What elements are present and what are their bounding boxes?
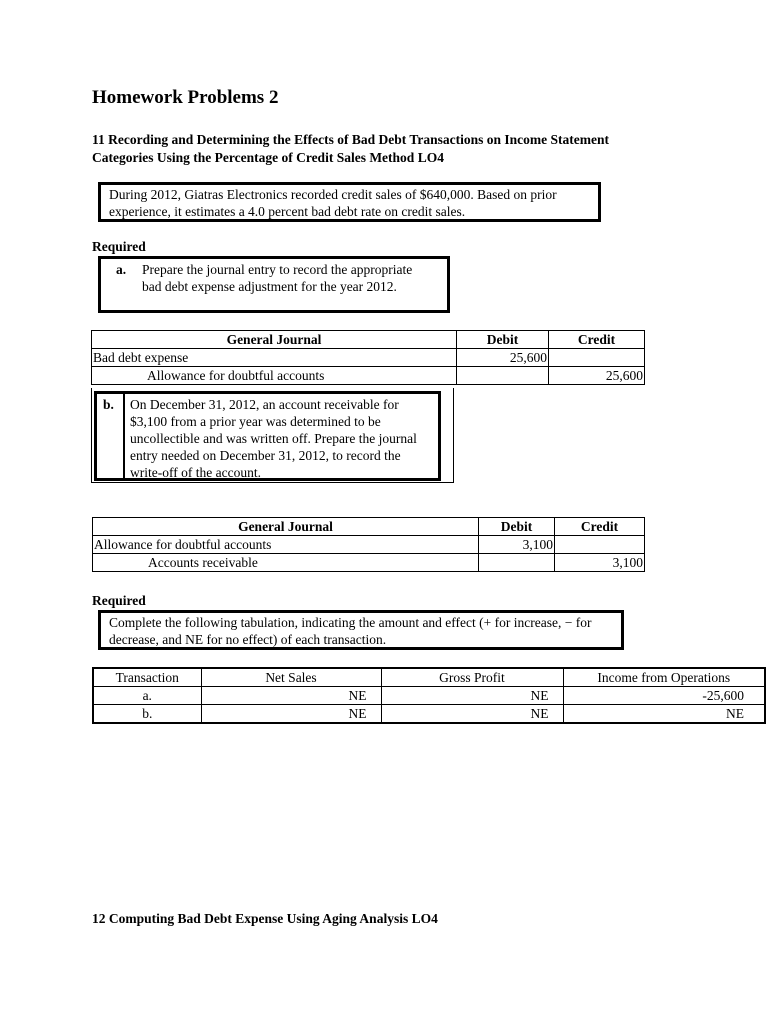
account-cell: Allowance for doubtful accounts	[93, 536, 479, 554]
credit-cell	[549, 349, 645, 367]
header-debit: Debit	[457, 331, 549, 349]
table-row	[93, 554, 645, 572]
table-header-row	[92, 331, 645, 349]
header-gross-profit: Gross Profit	[381, 668, 563, 687]
part-b-divider	[123, 394, 125, 478]
table-row	[92, 349, 645, 367]
page-title: Homework Problems 2	[92, 87, 279, 108]
problem-11-title: 11 Recording and Determining the Effects of Bad Debt Transactions on Income Statement Categories Using the Percentage of Credit Sales Method LO4	[92, 132, 609, 165]
debit-cell	[457, 367, 549, 385]
journal-table-a	[91, 330, 645, 385]
table-row	[92, 367, 645, 385]
transaction-cell: a.	[93, 687, 201, 705]
required-label: Required	[92, 239, 146, 254]
credit-cell: 3,100	[555, 554, 645, 572]
account-cell: Bad debt expense	[92, 349, 457, 367]
income-from-operations-cell: -25,600	[563, 687, 765, 705]
journal-table-b	[92, 517, 645, 572]
scenario-text: During 2012, Giatras Electronics recorded credit sales of $640,000. Based on prior experience, it estimates a 4.0 percent bad debt rate on credit sales.	[109, 187, 557, 219]
net-sales-cell: NE	[201, 687, 381, 705]
header-transaction: Transaction	[93, 668, 201, 687]
account-cell: Accounts receivable	[93, 554, 479, 572]
account-cell: Allowance for doubtful accounts	[92, 367, 457, 385]
part-b-text: On December 31, 2012, an account receivable for $3,100 from a prior year was determined to be uncollectible and was written off. Prepare the journal entry needed on December 31, 2012, to record the write-off of the account.	[130, 397, 417, 480]
credit-cell	[555, 536, 645, 554]
part-b-box	[94, 391, 441, 481]
table-row	[93, 687, 765, 705]
table-row	[93, 705, 765, 724]
table-header-row	[93, 668, 765, 687]
tabulation-instruction-box	[98, 610, 624, 650]
tabulation-table	[92, 667, 766, 724]
scenario-box	[98, 182, 601, 222]
header-general-journal: General Journal	[93, 518, 479, 536]
net-sales-cell: NE	[201, 705, 381, 724]
header-credit: Credit	[549, 331, 645, 349]
required-label-2: Required	[92, 593, 146, 608]
part-b-letter: b.	[103, 397, 114, 412]
header-net-sales: Net Sales	[201, 668, 381, 687]
income-from-operations-cell: NE	[563, 705, 765, 724]
gross-profit-cell: NE	[381, 687, 563, 705]
header-debit: Debit	[479, 518, 555, 536]
credit-cell: 25,600	[549, 367, 645, 385]
tabulation-instruction-text: Complete the following tabulation, indicating the amount and effect (+ for increase, − for decrease, and NE for no effect) of each transaction.	[109, 615, 592, 647]
debit-cell	[479, 554, 555, 572]
header-credit: Credit	[555, 518, 645, 536]
part-a-text: Prepare the journal entry to record the appropriate bad debt expense adjustment for the year 2012.	[142, 262, 413, 294]
gross-profit-cell: NE	[381, 705, 563, 724]
debit-cell: 25,600	[457, 349, 549, 367]
header-general-journal: General Journal	[92, 331, 457, 349]
part-a-letter: a.	[116, 262, 127, 277]
debit-cell: 3,100	[479, 536, 555, 554]
table-header-row	[93, 518, 645, 536]
header-income-from-operations: Income from Operations	[563, 668, 765, 687]
problem-12-title: 12 Computing Bad Debt Expense Using Aging Analysis LO4	[92, 911, 438, 926]
table-row	[93, 536, 645, 554]
transaction-cell: b.	[93, 705, 201, 724]
part-a-box	[98, 256, 450, 313]
